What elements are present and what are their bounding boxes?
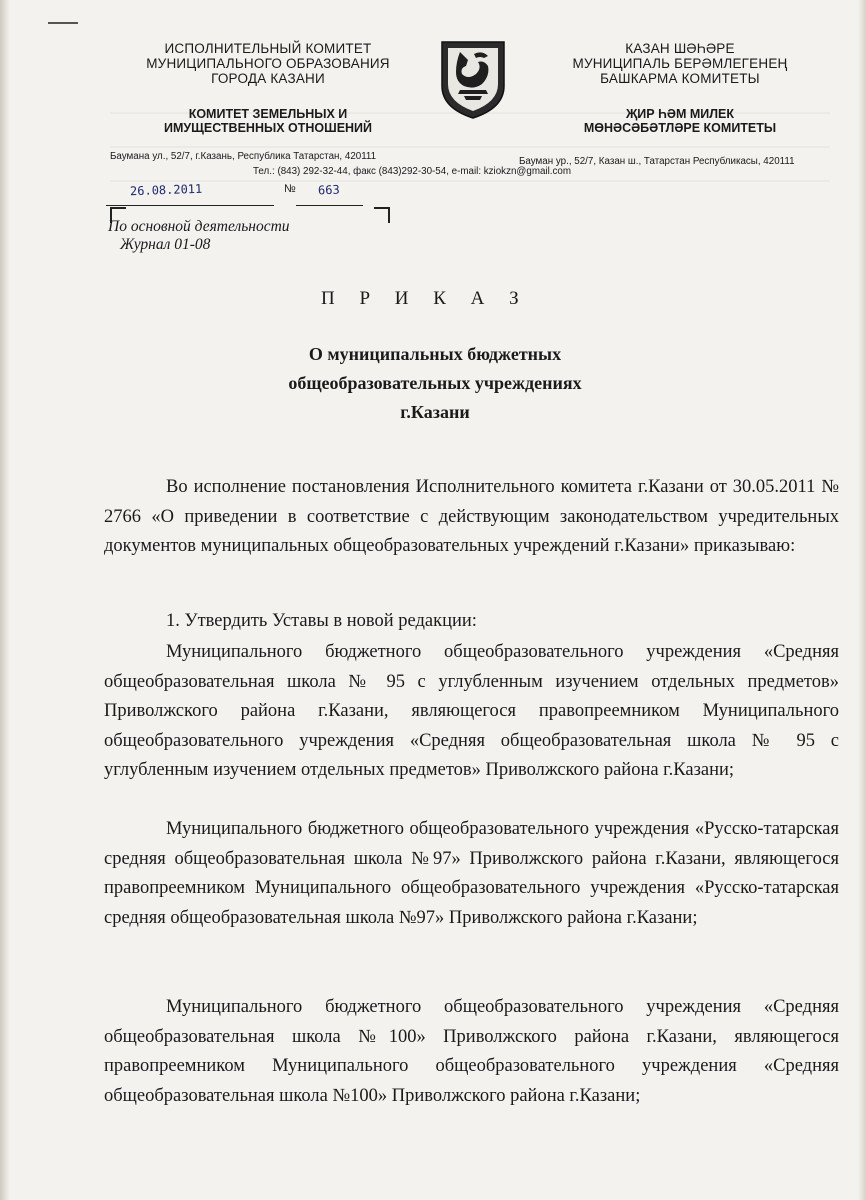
- address-left: Баумана ул., 52/7, г.Казань, Республика Татарстан, 420111: [110, 151, 377, 162]
- header-right-line1: КАЗАН ШӘҺӘРЕ: [625, 41, 735, 56]
- header-left-line1: ИСПОЛНИТЕЛЬНЫЙ КОМИТЕТ: [164, 41, 372, 56]
- header-left-line3: ГОРОДА КАЗАНИ: [211, 71, 325, 87]
- header-right-line3: БАШКАРМА КОМИТЕТЫ: [600, 71, 760, 87]
- scan-edge-left: [0, 0, 10, 1200]
- contacts-line: Тел.: (843) 292-32-44, факс (843)292-30-54, e-mail: kziokzn@gmail.com: [253, 166, 572, 177]
- registration-date-field: [106, 183, 274, 206]
- kazan-coat-of-arms-icon: [438, 40, 508, 120]
- paragraph-school-95: Муниципального бюджетного общеобразовательного учреждения «Средняя общеобразовательная школа № 95 с углубленным изучением отдельных предметов» Приволжского района г.Казани, являющегося правопреемником Муниципального общеобразовательного учреждения «Средняя общеобразовательная школа № 95 с углубленным изучением отдельных предметов» Приволжского района г.Казани;: [104, 642, 839, 780]
- header-right-dept: [540, 107, 820, 135]
- subject-line-3: г.Казани: [400, 402, 470, 422]
- document-title: П Р И К А З: [321, 288, 529, 309]
- header-right-org: [540, 41, 820, 86]
- stamp-line-1: По основной деятельности: [108, 218, 290, 235]
- intro-paragraph: Во исполнение постановления Исполнительного комитета г.Казани от 30.05.2011 № 2766 «О приведении в соответствие с действующим законодательством учредительных документов муниципальных общеобразовательных учреждений г.Казани» приказываю:: [104, 477, 839, 556]
- header-left-org: [108, 41, 428, 86]
- registration-number: 663: [317, 182, 340, 198]
- registration-number-label: №: [284, 183, 296, 195]
- subject-line-1: О муниципальных бюджетных: [308, 344, 562, 364]
- header-right-dept2: МӨНӘСӘБӘТЛӘРЕ КОМИТЕТЫ: [583, 121, 777, 135]
- subject-line-2: общеобразовательных учреждениях: [288, 373, 582, 393]
- item-1: 1. Утвердить Уставы в новой редакции:: [166, 611, 477, 631]
- registration-number-field: [296, 183, 363, 206]
- header-left-line2: МУНИЦИПАЛЬНОГО ОБРАЗОВАНИЯ: [146, 56, 390, 72]
- header-left-dept: [108, 107, 428, 135]
- header-right-dept1: ҖИР ҺӘМ МИЛЕК: [626, 107, 734, 121]
- paragraph-school-97: Муниципального бюджетного общеобразовательного учреждения «Русско-татарская средняя общеобразовательная школа №97» Приволжского района г.Казани, являющегося правопреемником Муниципального общеобразовательного учреждения «Русско-татарская средняя общеобразовательная школа №97» Приволжского района г.Казани;: [104, 819, 839, 928]
- stamp-line-2: Журнал 01-08: [120, 236, 211, 253]
- registration-date: 26.08.2011: [129, 181, 203, 199]
- paragraph-school-100: Муниципального бюджетного общеобразовательного учреждения «Средняя общеобразовательная школа №100» Приволжского района г.Казани, являющегося правопреемником Муниципального общеобразовательного учреждения «Средняя общеобразовательная школа №100» Приволжского района г.Казани;: [104, 997, 839, 1106]
- header-left-dept2: ИМУЩЕСТВЕННЫХ ОТНОШЕНИЙ: [163, 121, 373, 135]
- address-right: Бауман ур., 52/7, Казан ш., Татарстан Республикасы, 420111: [519, 156, 795, 167]
- corner-mark-right: [374, 207, 390, 223]
- header-right-line2: МУНИЦИПАЛЬ БЕРӘМЛЕГЕНЕҢ: [572, 56, 788, 72]
- scan-mark: [48, 22, 78, 24]
- document-subject: [230, 340, 640, 427]
- scan-edge-right: [858, 0, 866, 1200]
- header-left-dept1: КОМИТЕТ ЗЕМЕЛЬНЫХ И: [188, 107, 348, 121]
